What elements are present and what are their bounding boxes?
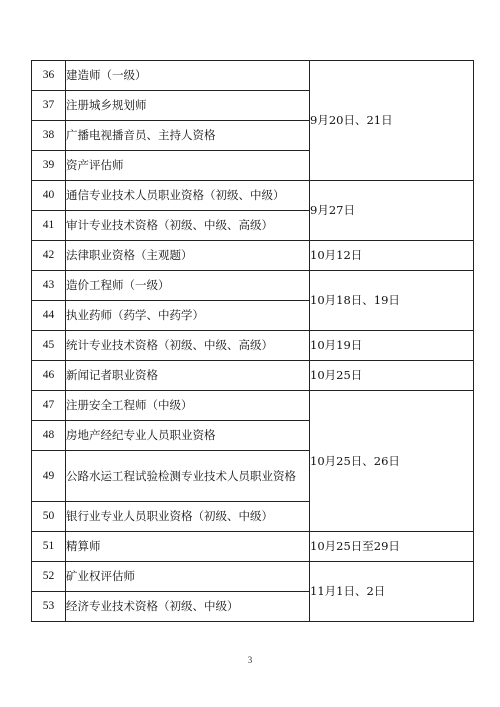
row-number: 51 — [32, 532, 66, 562]
table-row — [32, 562, 474, 592]
exam-name: 注册安全工程师（中级） — [66, 391, 310, 421]
row-number: 53 — [32, 592, 66, 622]
row-number: 41 — [32, 211, 66, 241]
exam-date: 10月25日至29日 — [310, 532, 474, 562]
exam-date: 10月25日 — [310, 361, 474, 391]
exam-name: 审计专业技术资格（初级、中级、高级） — [66, 211, 310, 241]
exam-name: 公路水运工程试验检测专业技术人员职业资格 — [66, 451, 310, 502]
row-number: 38 — [32, 121, 66, 151]
exam-name: 通信专业技术人员职业资格（初级、中级） — [66, 181, 310, 211]
exam-name: 建造师（一级） — [66, 61, 310, 91]
row-number: 48 — [32, 421, 66, 451]
row-number: 45 — [32, 331, 66, 361]
row-number: 42 — [32, 241, 66, 271]
page-number: 3 — [247, 655, 253, 665]
exam-schedule-table — [31, 60, 474, 622]
exam-date: 10月12日 — [310, 241, 474, 271]
exam-date: 10月25日、26日 — [310, 391, 474, 532]
row-number: 37 — [32, 91, 66, 121]
exam-name: 统计专业技术资格（初级、中级、高级） — [66, 331, 310, 361]
exam-name: 新闻记者职业资格 — [66, 361, 310, 391]
row-number: 52 — [32, 562, 66, 592]
exam-date: 9月20日、21日 — [310, 61, 474, 181]
exam-name: 银行业专业人员职业资格（初级、中级） — [66, 502, 310, 532]
exam-name: 法律职业资格（主观题） — [66, 241, 310, 271]
exam-name: 经济专业技术资格（初级、中级） — [66, 592, 310, 622]
table-row — [32, 331, 474, 361]
table-row — [32, 391, 474, 421]
table-row — [32, 181, 474, 211]
row-number: 39 — [32, 151, 66, 181]
row-number: 40 — [32, 181, 66, 211]
exam-name: 造价工程师（一级） — [66, 271, 310, 301]
exam-date: 11月1日、2日 — [310, 562, 474, 622]
row-number: 43 — [32, 271, 66, 301]
exam-name: 执业药师（药学、中药学） — [66, 301, 310, 331]
row-number: 44 — [32, 301, 66, 331]
table-row — [32, 241, 474, 271]
row-number: 49 — [32, 451, 66, 502]
exam-name: 广播电视播音员、主持人资格 — [66, 121, 310, 151]
exam-name: 矿业权评估师 — [66, 562, 310, 592]
exam-date: 9月27日 — [310, 181, 474, 241]
row-number: 46 — [32, 361, 66, 391]
table-row — [32, 271, 474, 301]
row-number: 47 — [32, 391, 66, 421]
exam-name: 注册城乡规划师 — [66, 91, 310, 121]
exam-name: 精算师 — [66, 532, 310, 562]
table-row — [32, 361, 474, 391]
row-number: 50 — [32, 502, 66, 532]
exam-name: 房地产经纪专业人员职业资格 — [66, 421, 310, 451]
table-row — [32, 532, 474, 562]
table-row — [32, 61, 474, 91]
exam-date: 10月19日 — [310, 331, 474, 361]
row-number: 36 — [32, 61, 66, 91]
exam-name: 资产评估师 — [66, 151, 310, 181]
exam-date: 10月18日、19日 — [310, 271, 474, 331]
